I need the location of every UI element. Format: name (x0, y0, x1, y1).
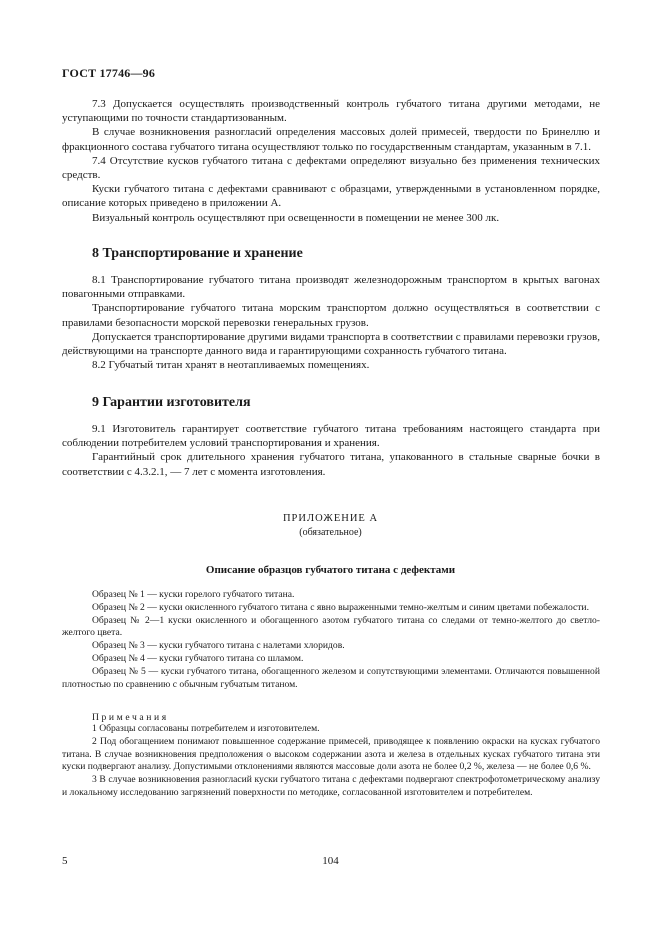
paragraph: 9.1 Изготовитель гарантирует соответствие губчатого титана требованиям настоящего стандарта при соблюдении потребителем условий транспортирования и хранения. (62, 423, 600, 450)
sample-item: Образец № 4 — куски губчатого титана со шламом. (92, 652, 304, 664)
paragraph: Куски губчатого титана с дефектами сравнивают с образцами, утвержденными в установленном порядке, описание которых приведено в приложении А. (62, 183, 600, 210)
page-number-left: 5 (62, 855, 68, 867)
note-item: 3 В случае возникновения разногласий куски губчатого титана с дефектами подвергают спектрофотометрическому анализу и локальному исследованию загрязнений поверхности по методике, согласованной изготовителем и потребителем. (62, 774, 600, 798)
paragraph: В случае возникновения разногласий определения массовых долей примесей, твердости по Бринеллю и фракционного состава губчатого титана осуществляют только по государственным стандартам, указанным в 7.1. (62, 126, 600, 153)
section-8-title: 8 Транспортирование и хранение (92, 246, 303, 261)
paragraph: Допускается транспортирование другими видами транспорта в соответствии с правилами перевозки грузов, действующими на транспорте данного вида и гарантирующими сохранность губчатого титана. (62, 330, 600, 358)
paragraph: Визуальный контроль осуществляют при освещенности в помещении не менее 300 лк. (92, 211, 500, 224)
appendix-title: ПРИЛОЖЕНИЕ А (282, 513, 379, 524)
appendix-samples (62, 589, 600, 691)
paragraph: 7.4 Отсутствие кусков губчатого титана с дефектами определяют визуально без применения технических средств. (62, 154, 600, 182)
document-code: ГОСТ 17746—96 (62, 66, 156, 80)
section-7-text (62, 97, 600, 225)
note-item: 2 Под обогащением понимают повышенное содержание примесей, приводящее к появлению окраски на кусках губчатого титана. В случае возникновения предположения о высоком содержании азота и железа в отдельных кусках губчатого титана эти куски подвергают анализу. Допустимыми отклонениями являются массовые доли азота не более 0,2 %, железа — не более 0,6 %. (62, 735, 600, 773)
paragraph: Транспортирование губчатого титана морским транспортом должно осуществляться в соответствии с правилами безопасности морской перевозки генеральных грузов. (62, 302, 600, 329)
sample-item: Образец № 2 — куски окисленного губчатого титана с явно выраженными темно-желтым и синим цветами побежалости. (92, 601, 589, 613)
appendix-subtitle: (обязательное) (299, 527, 362, 538)
sample-item: Образец № 3 — куски губчатого титана с налетами хлоридов. (92, 640, 345, 652)
sample-item: Образец № 1 — куски горелого губчатого титана. (92, 589, 295, 600)
note-item: 1 Образцы согласованы потребителем и изготовителем. (92, 723, 320, 734)
page-number-center: 104 (322, 855, 339, 867)
section-8-text (62, 273, 600, 372)
sample-item: Образец № 5 — куски губчатого титана, обогащенного железом и сопутствующими элементами. Отличаются повышенной плотностью по сравнению с обычным губчатым титаном. (62, 665, 600, 690)
paragraph: 8.1 Транспортирование губчатого титана производят железнодорожным транспортом в крытых вагонах повагонными отправками. (62, 274, 600, 301)
appendix-heading: Описание образцов губчатого титана с дефектами (205, 564, 456, 576)
appendix-notes (62, 712, 600, 800)
sample-item: Образец № 2—1 куски окисленного и обогащенного азотом губчатого титана со следами от темно-желтого до светло-желтого цвета. (62, 614, 600, 639)
paragraph: 8.2 Губчатый титан хранят в неотапливаемых помещениях. (92, 359, 370, 372)
paragraph: 7.3 Допускается осуществлять производственный контроль губчатого титана другими методами, не уступающими по точности стандартизованным. (62, 98, 600, 125)
section-9-title: 9 Гарантии изготовителя (92, 395, 251, 410)
notes-title: Примечания (92, 712, 169, 723)
section-9-text (62, 422, 600, 479)
paragraph: Гарантийный срок длительного хранения губчатого титана, упакованного в стальные сварные бочки в соответствии с 4.3.2.1, — 7 лет с момента изготовления. (62, 451, 600, 478)
